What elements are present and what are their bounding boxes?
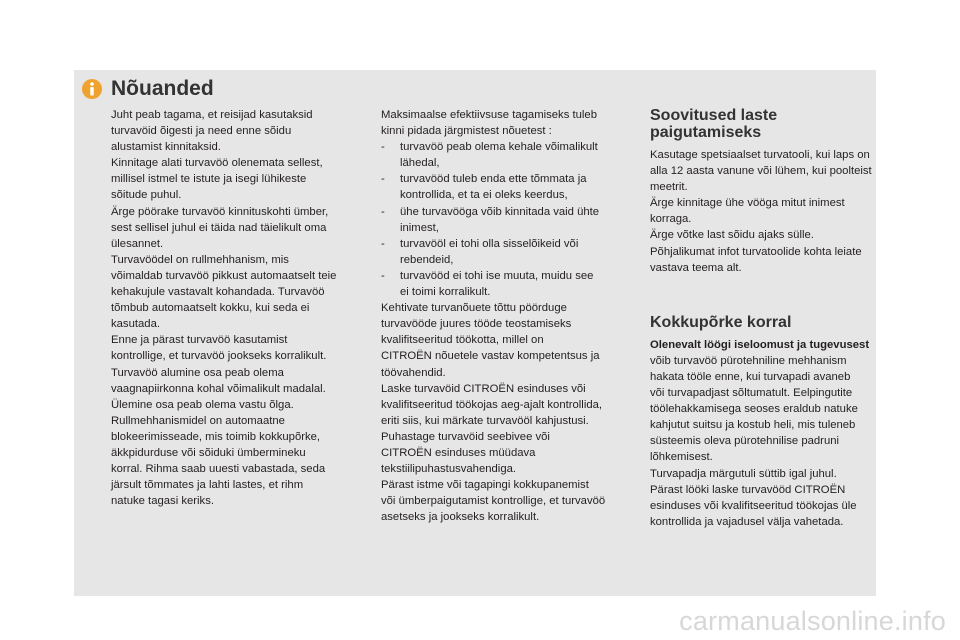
text-line: natuke tagasi keriks. xyxy=(111,495,214,508)
text-line: kontrollige, et turvavöö jookseks korralikult. xyxy=(111,350,327,363)
text-line: kasutada. xyxy=(111,318,160,331)
text-line: Põhjalikumat infot turvatoolide kohta leiate xyxy=(650,245,862,258)
section-title-collision: Kokkupõrke korral xyxy=(650,313,792,331)
text-line: järsult tõmmates ja lahti lastes, et rihm xyxy=(111,479,304,492)
text-line: ei toimi korralikult. xyxy=(400,286,491,299)
text-line: Kasutage spetsiaalset turvatooli, kui laps on xyxy=(650,149,870,161)
text-line: turvavööde juures tööde teostamiseks xyxy=(381,318,572,331)
text-line: vastava teema alt. xyxy=(650,261,742,274)
text-line: Maksimaalse efektiivsuse tagamiseks tuleb xyxy=(381,109,597,121)
text-line: vaagnapiirkonna kohal võimalikult madalal. xyxy=(111,382,326,395)
text-line: Ülemine osa peab olema vastu õlga. xyxy=(111,398,294,411)
text-line: tõmbub automaatselt kokku, kui seda ei xyxy=(111,302,310,315)
text-line: CITROËN esinduses müüdava xyxy=(381,446,536,459)
text-line: Pärast istme või tagapingi kokkupanemist xyxy=(381,479,589,492)
text-line: Pärast lööki laske turvavööd CITROËN xyxy=(650,483,846,496)
text-line: inimest, xyxy=(400,221,439,234)
text-line: või turvapadjast sõltumatult. Eelpingutite xyxy=(650,387,853,400)
list-item xyxy=(381,171,631,203)
text-line: alustamist kinnitaksid. xyxy=(111,141,221,154)
column-3 xyxy=(650,107,875,530)
text-line: lähedal, xyxy=(400,157,440,170)
text-line: meetrit. xyxy=(650,181,688,194)
text-line: või ümberpaigutamist kontrollige, et turvavöö xyxy=(381,495,606,508)
text-line: Enne ja pärast turvavöö kasutamist xyxy=(111,334,288,347)
text-line: äkkpidurduse või sõiduki ümbermineku xyxy=(111,446,306,459)
list-item xyxy=(381,139,631,171)
text-line: turvavööd tuleb enda ette tõmmata ja xyxy=(400,173,587,186)
text-line: turvavöid õigesti ja need enne sõidu xyxy=(111,125,292,138)
text-line: turvavööd ei tohi ise muuta, muidu see xyxy=(400,269,594,282)
bullet-dash: - xyxy=(381,141,385,154)
text-line: alla 12 aasta vanune või lühem, kui poolteist xyxy=(650,165,872,178)
text-line: kvalifitseeritud töökotta, millel on xyxy=(381,334,544,347)
bullet-dash: - xyxy=(381,205,385,218)
text-line: ülesannet. xyxy=(111,237,164,250)
bullet-dash: - xyxy=(381,237,385,250)
text-line: Kinnitage alati turvavöö olenemata sellest, xyxy=(111,157,323,170)
text-line: Turvavöödel on rullmehhanism, mis xyxy=(111,253,289,266)
text-line: Laske turvavöid CITROËN esinduses või xyxy=(381,382,586,395)
text-line: võib turvavöö pürotehniline mehhanism xyxy=(650,354,847,367)
text-line: lõhkemisest. xyxy=(650,451,713,464)
text-line: töövahendid. xyxy=(381,366,446,379)
text-line: eriti siis, kui märkate turvavööl kahjustusi. xyxy=(381,414,589,427)
text-line: kontrollida, et ta ei oleks keerdus, xyxy=(400,189,568,202)
text-line: Ärge võtke last sõidu ajaks sülle. xyxy=(650,229,814,242)
text-line: kinni pidada järgmistest nõuetest : xyxy=(381,125,552,138)
column-2 xyxy=(381,107,631,525)
text-line: CITROËN nõuetele vastav kompetentsus ja xyxy=(381,350,600,363)
text-line: kahjutut suitsu ja kostub heli, mis tuleneb xyxy=(650,419,856,432)
text-line: korral. Rihma saab uuesti vabastada, seda xyxy=(111,463,326,476)
text-line: millisel istmel te istute ja isegi lühikeste xyxy=(111,173,307,186)
text-line: blokeerimisseade, mis toimib kokkupõrke, xyxy=(111,430,321,443)
watermark: carmanualsonline.info xyxy=(679,606,946,636)
text-line: asetseks ja jookseks korralikult. xyxy=(381,511,540,524)
text-line: tekstiilipuhastusvahendiga. xyxy=(381,463,517,476)
text-line: kvalifitseeritud töökojas aeg-ajalt kontrollida, xyxy=(381,398,603,411)
text-line: turvavöö peab olema kehale võimalikult xyxy=(400,141,598,154)
text-line: süsteemis oleva pürotehnilise padruni xyxy=(650,435,840,448)
text-line: Rullmehhanismidel on automaatne xyxy=(111,414,285,427)
text-line: esinduses või kvalifitseeritud töökojas üle xyxy=(650,499,857,512)
section-title-child-placement: Soovitused laste paigutamiseks xyxy=(650,107,778,141)
text-line: Turvavöö alumine osa peab olema xyxy=(111,366,284,379)
list-item xyxy=(381,268,631,300)
text-line: Puhastage turvavöid seebivee või xyxy=(381,430,550,443)
bullet-dash: - xyxy=(381,173,385,186)
text-line: rebendeid, xyxy=(400,253,454,266)
text-line: Juht peab tagama, et reisijad kasutaksid xyxy=(111,109,313,121)
text-line: töölehakkamisega seoses eraldub natuke xyxy=(650,403,858,416)
info-icon xyxy=(82,79,102,99)
text-line: sõitude puhul. xyxy=(111,189,182,202)
bullet-dash: - xyxy=(381,269,385,282)
list-item xyxy=(381,204,631,236)
text-line-bold: Olenevalt löögi iseloomust ja tugevusest xyxy=(650,338,870,351)
text-line: võimaldab turvavöö pikkust automaatselt teie xyxy=(111,269,337,282)
text-line: hakata tööle enne, kui turvapadi avaneb xyxy=(650,370,851,383)
page-title: Nõuanded xyxy=(111,77,214,100)
text-line: sest sellisel juhul ei täida nad täielikult oma xyxy=(111,221,327,234)
text-line: ühe turvavööga võib kinnitada vaid ühte xyxy=(400,205,600,218)
list-item xyxy=(381,236,631,268)
text-line: Kehtivate turvanõuete tõttu pöörduge xyxy=(381,302,567,315)
text-line: kehakujule vastavalt kohandada. Turvavöö xyxy=(111,286,325,299)
text-line: Turvapadja märgutuli süttib igal juhul. xyxy=(650,467,837,480)
text-line: korraga. xyxy=(650,213,692,226)
column-1 xyxy=(111,107,356,509)
text-line: kontrollida ja vajadusel välja vahetada. xyxy=(650,515,844,528)
text-line: Ärge pöörake turvavöö kinnituskohti ümber, xyxy=(111,205,329,218)
text-line: Ärge kinnitage ühe vööga mitut inimest xyxy=(650,197,845,210)
text-line: turvavööl ei tohi olla sisselõikeid või xyxy=(400,237,579,250)
